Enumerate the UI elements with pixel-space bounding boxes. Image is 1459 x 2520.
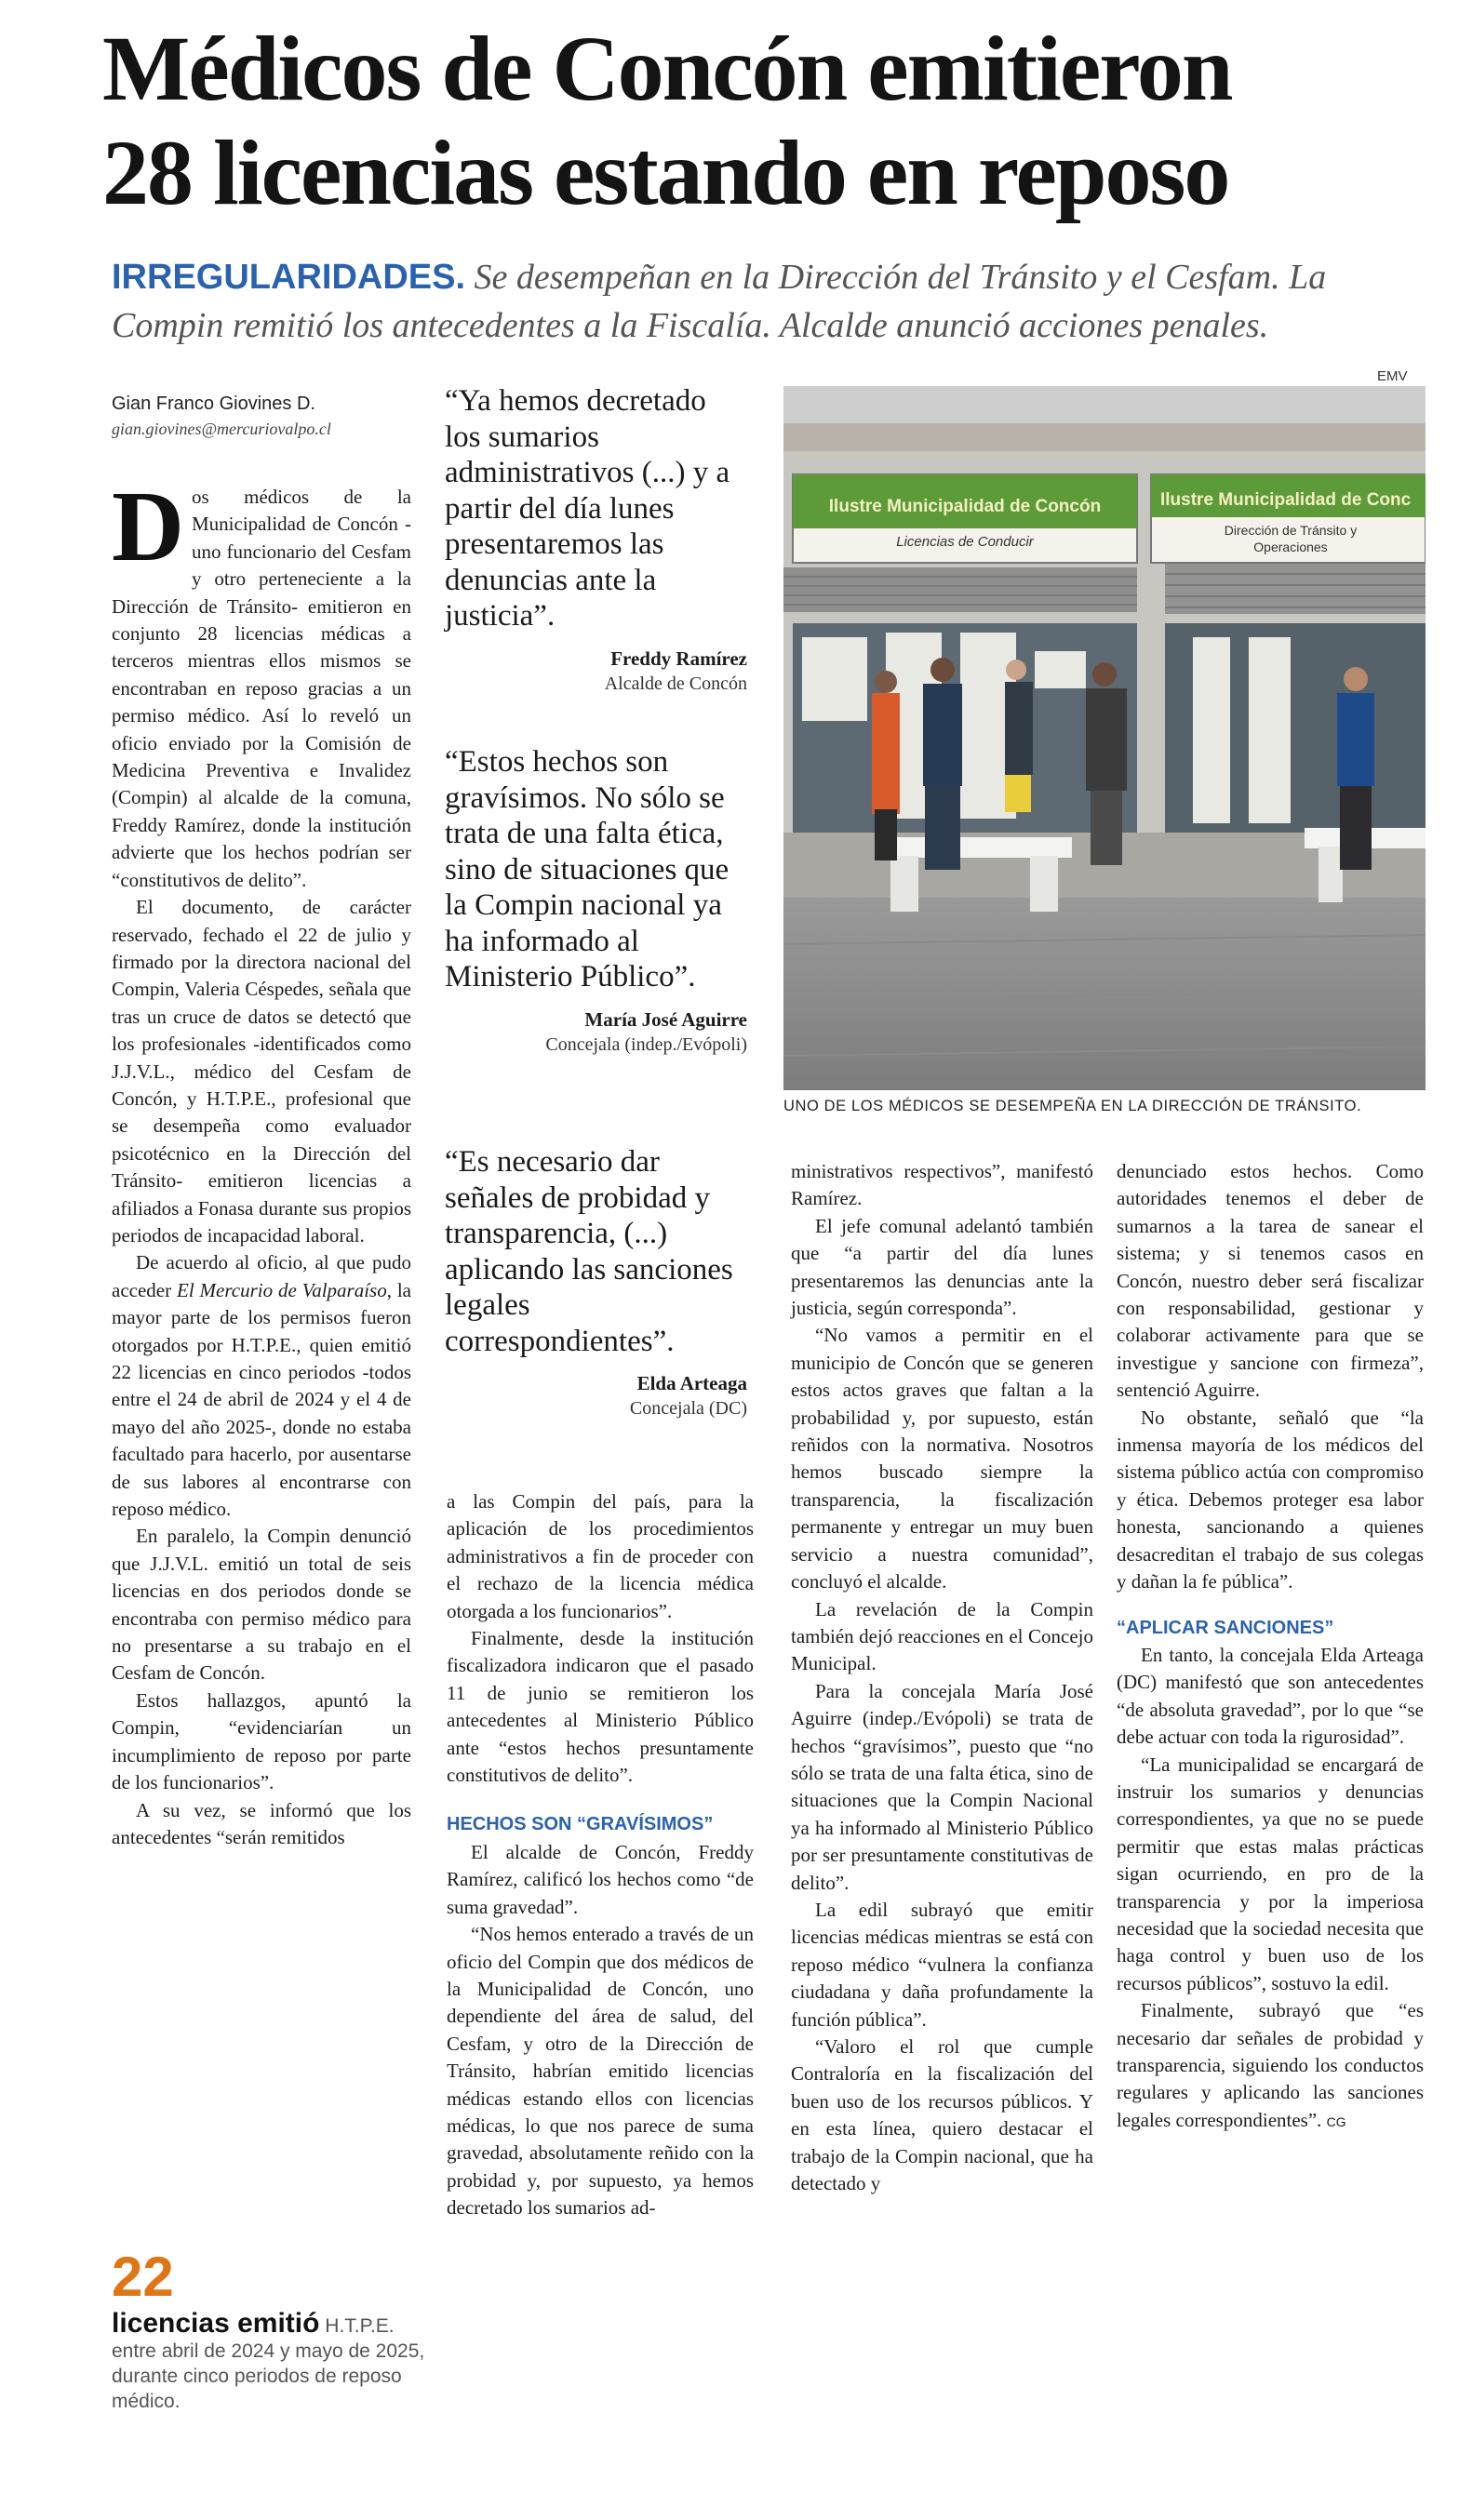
paragraph: A su vez, se informó que los antecedentes “serán remitidos <box>112 1798 411 1848</box>
paragraph: No obstante, señaló que “la inmensa mayoría de los médicos del sistema público actúa con compromiso y ética. Debemos proteger esa labor honesta, sancionando a quienes desacreditan el trabajo de sus colegas y dañan la fe pública”. <box>1117 1406 1424 1593</box>
quote-text: “Es necesario dar señales de probidad y transparencia, (...) aplicando las sanciones legales correspondientes”. <box>445 1145 733 1358</box>
column-4 <box>1117 1158 1424 2136</box>
quote-text: “Ya hemos decretado los sumarios administrativos (...) y a partir del día lunes presentaremos las denuncias ante la justicia”. <box>445 384 730 633</box>
headline <box>102 17 1424 225</box>
lead-paragraph: Dos médicos de la Municipalidad de Concón -uno funcionario del Cesfam y otro perteneciente a la Dirección de Tránsito- emitieron en conjunto 28 licencias médicas a terceros mientras ellos mismos se encontraban en reposo gracias a un permiso médico. Así lo reveló un oficio enviado por la Comisión de Medicina Preventiva e Invalidez (Compin) al alcalde de la comuna, Freddy Ramírez, donde la institución advierte que los hechos podrían ser “constitutivos de delito”. <box>112 472 411 891</box>
quote-role: Concejala (DC) <box>629 1398 747 1419</box>
paragraph: El documento, de carácter reservado, fechado el 22 de julio y firmado por la directora nacional del Compin, Valeria Céspedes, señala que tras un cruce de datos se detectó que los profesionales -identificados como J.J.V.L., médico del Cesfam de Concón, y H.T.P.E., profesional que se desempeña como evaluador psicotécnico en la Dirección del Tránsito- emitieron licencias a afiliados a Fonasa durante sus propios periodos de incapacidad laboral. <box>112 896 411 1247</box>
quote-role: Alcalde de Concón <box>604 673 747 694</box>
paragraph: Finalmente, desde la institución fiscalizadora indicaron que el pasado 11 de junio se remitieron los antecedentes al Ministerio Público ante “estos hechos presuntamente constitutivos de delito”. <box>447 1627 754 1787</box>
paragraph: De acuerdo al oficio, al que pudo acceder El Mercurio de Valparaíso, la mayor parte de los permisos fueron otorgados por H.T.P.E., quien emitió 22 licencias en cinco periodos -todos entre el 24 de abril de 2024 y el 4 de mayo del año 2025-, donde no estaba facultado para hacerlo, por ausentarse de sus labores al encontrarse con reposo médico. <box>112 1251 411 1521</box>
quote-role: Concejala (indep./Evópoli) <box>545 1033 747 1055</box>
paragraph: “No vamos a permitir en el municipio de Concón que se generen estos actos graves que faltan a la probabilidad y, por supuesto, están reñidos con la normativa. Nosotros hemos buscado siempre la transparencia, la fiscalización permanente y entregar un muy buen servicio a nuestra comunidad”, concluyó el alcalde. <box>791 1324 1093 1593</box>
news-photo <box>783 386 1426 1090</box>
headline-line-2: 28 licencias estando en reposo <box>102 121 1229 224</box>
paragraph: denunciado estos hechos. Como autoridades tenemos el deber de sumarnos a la tarea de sanear el sistema; y si tenemos casos en Concón, nuestro deber será fiscalizar con responsabilidad, gestionar y colaborar activamente para que se investigue y sancione con firmeza”, sentenció Aguirre. <box>1117 1160 1424 1402</box>
sign-right-sub-2: Operaciones <box>1253 540 1328 554</box>
standfirst <box>112 253 1414 350</box>
column-3 <box>791 1158 1093 2197</box>
fact-box <box>112 2246 428 2414</box>
drop-cap: D <box>112 472 184 582</box>
newspaper-name: El Mercurio de Valparaíso <box>177 1278 387 1301</box>
paragraph: Finalmente, subrayó que “es necesario dar señales de probidad y transparencia, siguiendo los conductos regulares y aplicando las sanciones legales correspondientes”. CG <box>1117 1999 1424 2131</box>
standfirst-tag: IRREGULARIDADES. <box>112 258 466 297</box>
byline <box>112 391 419 441</box>
photo-credit: EMV <box>1377 368 1408 384</box>
subhead-gravisimos: HECHOS SON “GRAVÍSIMOS” <box>447 1814 714 1835</box>
subhead-aplicar-sanciones: “APLICAR SANCIONES” <box>1117 1617 1334 1638</box>
fact-text: licencias emitió H.T.P.E. entre abril de 2024 y mayo de 2025, durante cinco periodos de reposo médico. <box>112 2308 425 2412</box>
paragraph: La edil subrayó que emitir licencias médicas mientras se está con reposo médico “vulnera la confianza ciudadana y daña profundamente la función pública”. <box>791 1898 1093 2031</box>
quote-author: María José Aguirre <box>584 1007 747 1031</box>
sign-right-title: Ilustre Municipalidad de Conc <box>1160 490 1412 510</box>
author-name: Gian Franco Giovines D. <box>112 393 315 414</box>
sign-left-sub: Licencias de Conducir <box>896 534 1034 550</box>
quote-author: Elda Arteaga <box>636 1372 747 1394</box>
paragraph: En tanto, la concejala Elda Arteaga (DC) manifestó que son antecedentes “de absoluta gravedad”, por lo que “se debe actuar con toda la rigurosidad”. <box>1117 1643 1424 1749</box>
pull-quote-2 <box>445 744 747 1058</box>
paragraph: El alcalde de Concón, Freddy Ramírez, calificó los hechos como “de suma gravedad”. <box>447 1840 754 1918</box>
quote-author: Freddy Ramírez <box>610 647 747 670</box>
end-mark: CG <box>1326 2113 1346 2129</box>
paragraph: La revelación de la Compin también dejó reacciones en el Concejo Municipal. <box>791 1597 1093 1675</box>
paragraph: En paralelo, la Compin denunció que J.J.V.L. emitió un total de seis licencias en dos periodos donde se encontraba con permiso médico para no presentarse a su trabajo en el Cesfam de Concón. <box>112 1525 411 1685</box>
paragraph: a las Compin del país, para la aplicación de los procedimientos administrativos a fin de proceder con el rechazo de la licencia médica otorgada a los funcionarios”. <box>447 1490 754 1622</box>
quote-text: “Estos hechos son gravísimos. No sólo se trata de una falta ética, sino de situaciones que la Compin nacional ya ha informado al Ministerio Público”. <box>445 745 730 993</box>
paragraph: Para la concejala María José Aguirre (indep./Evópoli) se trata de hechos “gravísimos”, puesto que “no sólo se trata de una falta ética, sino de situaciones que la Compin Nacional ya ha informado al Ministerio Público por ser presuntamente constitutivas de delito”. <box>791 1679 1093 1894</box>
sign-left-title: Ilustre Municipalidad de Concón <box>828 497 1102 516</box>
paragraph: ministrativos respectivos”, manifestó Ramírez. <box>791 1160 1093 1210</box>
paragraph: Estos hallazgos, apuntó la Compin, “evidenciarían un incumplimiento de reposo por parte de los funcionarios”. <box>112 1688 411 1794</box>
fact-number: 22 <box>112 2246 174 2308</box>
author-email[interactable]: gian.giovines@mercuriovalpo.cl <box>112 420 331 438</box>
headline-line-1: Médicos de Concón emitieron <box>102 17 1232 120</box>
standfirst-text: Se desempeñan en la Dirección del Tránsito y el Cesfam. La Compin remitió los antecedentes a la Fiscalía. Alcalde anunció acciones penales. <box>112 258 1327 345</box>
paragraph: “Nos hemos enterado a través de un oficio del Compin que dos médicos de la Municipalidad de Concón, uno dependiente del área de salud, del Cesfam, y otro de la Dirección de Tránsito, habrían emitido licencias médicas estando ellos con licencias médicas, lo que nos parece de suma gravedad, absolutamente reñido con la probidad y, por supuesto, ya hemos decretado los sumarios ad- <box>447 1923 754 2220</box>
sign-right-sub-1: Dirección de Tránsito y <box>1224 523 1358 538</box>
column-1 <box>112 472 411 1851</box>
column-2 <box>447 1488 754 2222</box>
pull-quote-3 <box>445 1144 747 1421</box>
pull-quote-1 <box>445 383 747 697</box>
paragraph: “Valoro el rol que cumple Contraloría en la fiscalización del buen uso de los recursos públicos. Y en esta línea, quiero destacar el trabajo de la Compin nacional, que ha detectado y <box>791 2035 1093 2195</box>
photo-caption: UNO DE LOS MÉDICOS SE DESEMPEÑA EN LA DIRECCIÓN DE TRÁNSITO. <box>783 1098 1362 1114</box>
paragraph: El jefe comunal adelantó también que “a partir del día lunes presentaremos las denuncias ante la justicia, según corresponda”. <box>791 1214 1093 1320</box>
paragraph: “La municipalidad se encargará de instruir los sumarios y denuncias correspondientes, ya que no se puede permitir que estas malas prácticas sigan ocurriendo, en pro de la transparencia y por la imperiosa necesidad que la sociedad necesita que haga control y buen uso de los recursos públicos”, sostuvo la edil. <box>1117 1753 1424 1994</box>
fact-label: licencias emitió <box>112 2308 320 2339</box>
